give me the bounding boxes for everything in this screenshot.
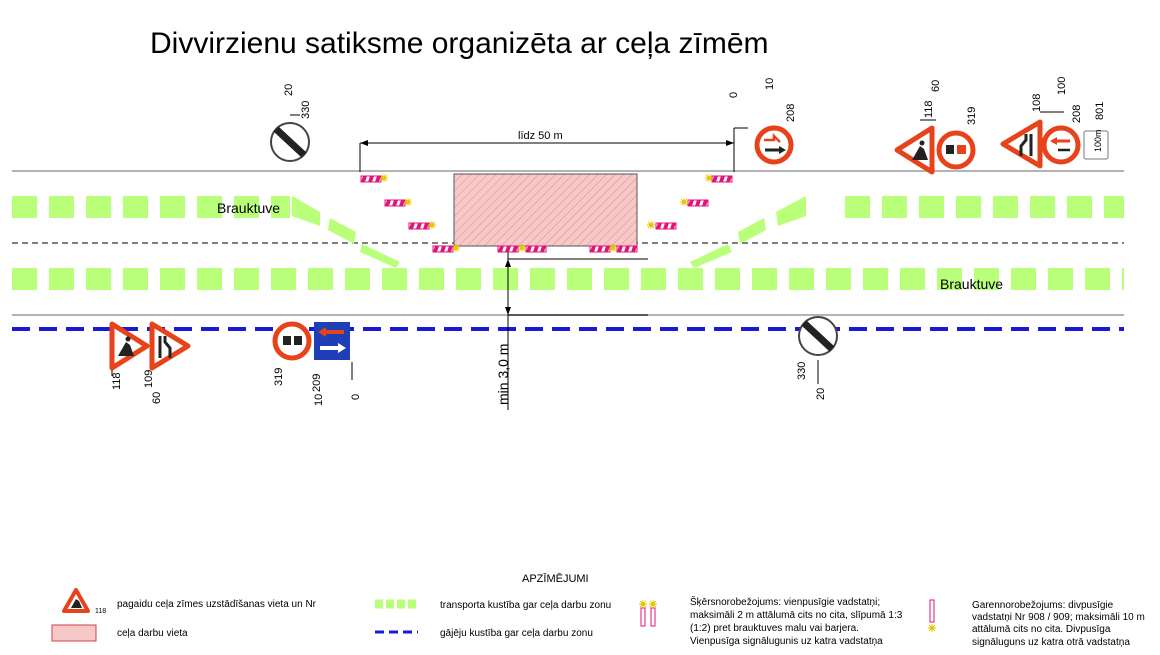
warning-light-icon bbox=[452, 244, 460, 252]
carriageway-label-bottom: Brauktuve bbox=[940, 276, 1004, 292]
warning-light-icon bbox=[428, 221, 436, 229]
taper-right-2 bbox=[738, 218, 766, 244]
barrier-plank-icon bbox=[688, 200, 708, 206]
legend bbox=[52, 573, 1145, 648]
barrier-plank-icon bbox=[385, 200, 405, 206]
sign-number: 208 bbox=[1071, 104, 1083, 123]
sign-number: 108 bbox=[1031, 93, 1043, 112]
barrier-plank-icon bbox=[433, 246, 453, 252]
min-width-label: min 3,0 m bbox=[495, 343, 511, 405]
sign-number: 10 bbox=[313, 393, 325, 406]
sign-number: 60 bbox=[930, 79, 942, 92]
legend-long-2: vadstatņi Nr 908 / 909; maksimāli 10 m bbox=[972, 612, 1145, 623]
legend-traffic: transporta kustība gar ceļa darbu zonu bbox=[440, 600, 612, 611]
warning-light-icon bbox=[680, 198, 688, 206]
distance-plate-text: 100m bbox=[1093, 129, 1103, 152]
sign-number: 319 bbox=[966, 106, 978, 125]
sign-number: 0 bbox=[350, 393, 362, 400]
legend-pedestrian: gājēju kustība gar ceļa darbu zonu bbox=[440, 628, 593, 639]
road-works-icon bbox=[897, 128, 932, 172]
taper-right-1 bbox=[690, 244, 732, 268]
taper-right-3 bbox=[776, 196, 806, 226]
sign-number: 330 bbox=[300, 100, 312, 119]
legend-cross-3: (1:2) pret brauktuves malu vai barjera. bbox=[690, 623, 859, 634]
barrier-plank-icon bbox=[409, 223, 429, 229]
legend-long-4: signāluguns uz katra otrā vadstatņa bbox=[972, 637, 1130, 648]
sign-number: 208 bbox=[785, 103, 797, 122]
legend-long-1: Garennorobežojums: divpusīgie bbox=[972, 600, 1114, 611]
sign-number: 330 bbox=[796, 361, 808, 380]
taper-left-2 bbox=[328, 218, 356, 244]
sign-number: 100 bbox=[1056, 76, 1068, 95]
legend-cross-1: Šķērsnorobežojums: vienpusīgie vadstatņi; bbox=[690, 597, 881, 608]
no-overtaking-trucks-icon bbox=[275, 324, 309, 358]
legend-cross-4: Vienpusīga signālugunis uz katra vadstatņa bbox=[690, 636, 883, 647]
page-title: Divvirzienu satiksme organizēta ar ceļa zīmēm bbox=[150, 27, 769, 60]
sign-number: 118 bbox=[923, 100, 935, 118]
priority-over-oncoming-icon bbox=[314, 322, 350, 360]
barrier-plank-icon bbox=[590, 246, 610, 252]
barrier-plank-icon bbox=[656, 223, 676, 229]
priority-oncoming-icon bbox=[757, 128, 791, 162]
sign-number: 801 bbox=[1094, 101, 1106, 120]
road-narrows-icon bbox=[1003, 122, 1040, 166]
sign-number: 209 bbox=[311, 373, 323, 392]
barrier-plank-icon bbox=[361, 176, 381, 182]
barrier-plank-icon bbox=[498, 246, 518, 252]
sign-number: 319 bbox=[273, 367, 285, 386]
distance-label: līdz 50 m bbox=[518, 130, 563, 142]
sign-number: 60 bbox=[151, 391, 163, 404]
barrier-plank-icon bbox=[526, 246, 546, 252]
warning-light-icon bbox=[609, 244, 617, 252]
legend-cross-2: maksimāli 2 m attālumā cits no cita, slīpumā 1:3 bbox=[690, 610, 903, 621]
sign-number: 118 bbox=[111, 372, 123, 390]
sign-number: 0 bbox=[728, 91, 740, 98]
legend-heading: APZĪMĒJUMI bbox=[522, 573, 589, 585]
sign-number: 20 bbox=[815, 387, 827, 400]
barrier-plank-icon bbox=[712, 176, 732, 182]
carriageway-label-top: Brauktuve bbox=[217, 200, 281, 216]
sign-number: 20 bbox=[283, 83, 295, 96]
taper-left-3 bbox=[360, 244, 400, 268]
end-restrictions-icon bbox=[271, 123, 309, 161]
priority-over-oncoming-icon bbox=[1044, 128, 1078, 162]
warning-light-icon bbox=[705, 174, 713, 182]
barrier-plank-icon bbox=[617, 246, 637, 252]
legend-work-zone: ceļa darbu vieta bbox=[117, 628, 188, 639]
cross-barriers-right bbox=[647, 174, 732, 229]
legend-work-zone-swatch bbox=[52, 625, 96, 641]
sign-number: 109 bbox=[143, 369, 155, 388]
no-overtaking-trucks-icon bbox=[939, 133, 973, 167]
cross-barriers-left bbox=[361, 174, 460, 252]
legend-sign-place: pagaidu ceļa zīmes uzstādīšanas vieta un Nr bbox=[117, 599, 316, 610]
warning-light-icon bbox=[518, 244, 526, 252]
taper-left-1 bbox=[292, 196, 320, 226]
legend-cross-barrier-icon bbox=[639, 600, 657, 626]
end-restrictions-icon bbox=[799, 317, 837, 355]
road-works-icon bbox=[64, 590, 88, 611]
warning-light-icon bbox=[404, 198, 412, 206]
legend-long-3: attālumā cits no cita. Divpusīga bbox=[972, 624, 1111, 635]
warning-light-icon bbox=[647, 221, 655, 229]
warning-light-icon bbox=[380, 174, 388, 182]
work-zone bbox=[454, 174, 637, 246]
sign-number: 10 bbox=[764, 77, 776, 90]
legend-long-barrier-icon bbox=[928, 600, 936, 632]
legend-sign-number: 118 bbox=[95, 608, 107, 615]
